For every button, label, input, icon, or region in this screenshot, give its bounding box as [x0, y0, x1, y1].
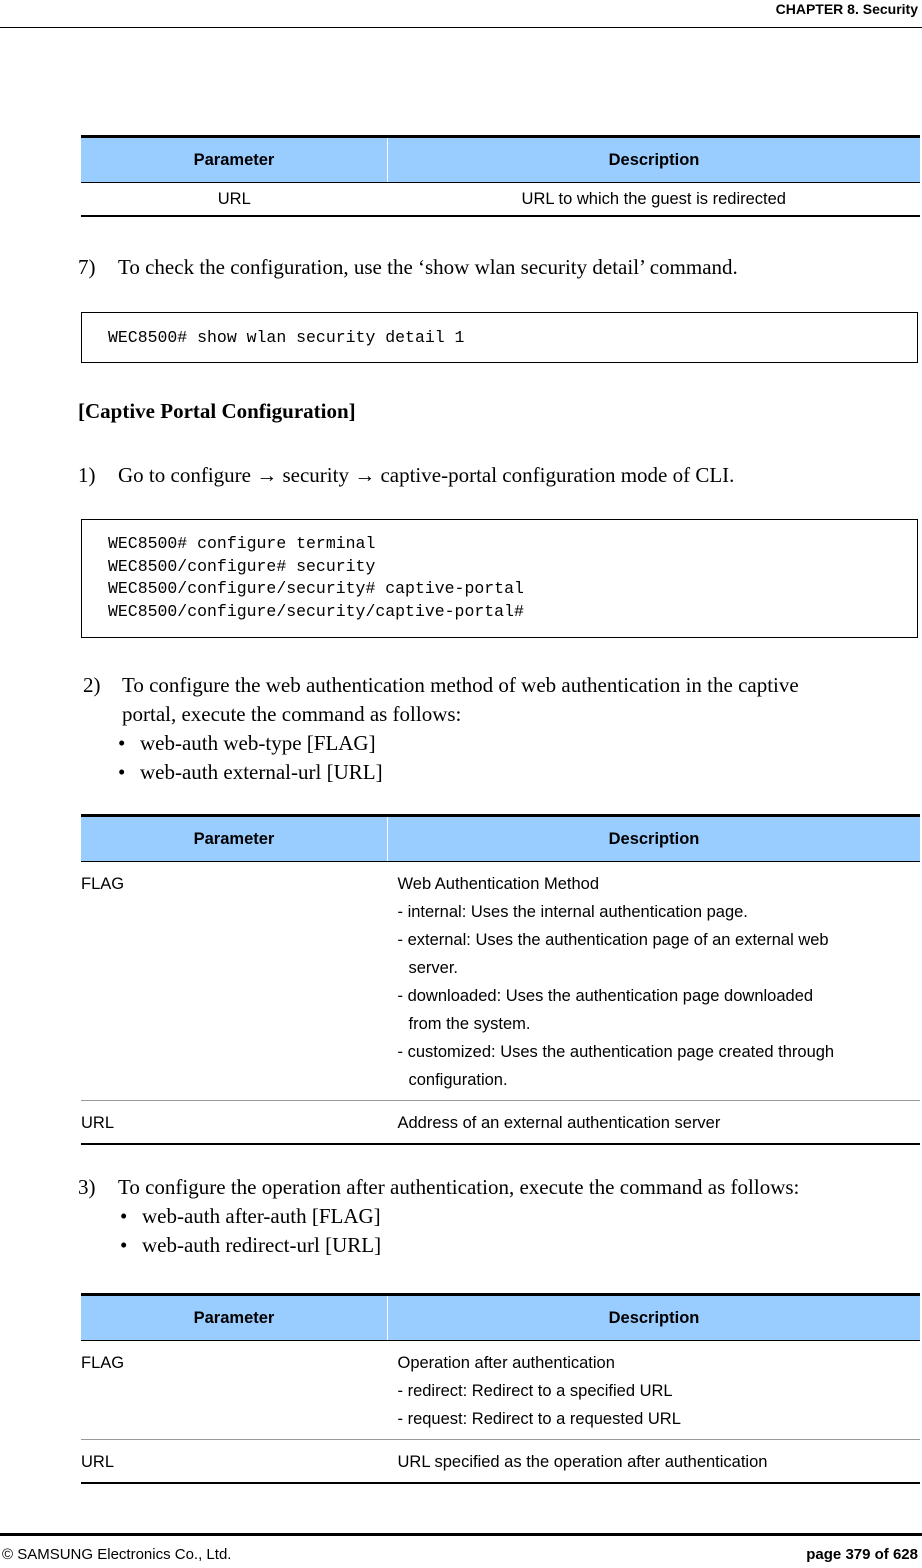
table-row	[81, 862, 920, 1101]
list-item: • web-auth external-url [URL]	[118, 758, 903, 787]
parameter-cell: URL	[81, 183, 388, 217]
list-item: • web-auth after-auth [FLAG]	[120, 1202, 908, 1231]
table-row	[81, 1101, 920, 1145]
parameter-cell: FLAG	[81, 862, 388, 1101]
step-text: To configure the operation after authentication, execute the command as follows:	[118, 1175, 800, 1199]
copyright-text: © SAMSUNG Electronics Co., Ltd.	[2, 1546, 232, 1563]
table-header-row	[81, 1295, 920, 1341]
code-line: WEC8500/configure# security	[108, 556, 376, 576]
chapter-title: CHAPTER 8. Security	[775, 1, 918, 17]
code-line: WEC8500# show wlan security detail 1	[108, 328, 465, 347]
parameter-table-web-type	[81, 814, 920, 1145]
code-block-show-detail	[81, 312, 918, 363]
arrow-icon: →	[256, 463, 278, 487]
column-header-description: Description	[388, 137, 921, 183]
table-header-row	[81, 816, 920, 862]
column-header-description: Description	[388, 1295, 921, 1341]
column-header-parameter: Parameter	[81, 816, 388, 862]
parameter-cell: URL	[81, 1440, 388, 1484]
description-cell: Address of an external authentication server	[388, 1101, 921, 1145]
code-block-captive-portal	[81, 519, 918, 638]
arrow-icon: →	[354, 463, 376, 487]
column-header-parameter: Parameter	[81, 137, 388, 183]
description-cell: Operation after authentication - redirect: Redirect to a specified URL - request: Redirect to a requested URL	[388, 1341, 921, 1440]
step-text-line2: portal, execute the command as follows:	[122, 702, 462, 726]
table-row	[81, 1440, 920, 1484]
step-3	[78, 1173, 908, 1260]
code-line: WEC8500/configure/security/captive-portal#	[108, 601, 524, 621]
parameter-cell: FLAG	[81, 1341, 388, 1440]
page-header	[0, 0, 922, 28]
description-cell: URL to which the guest is redirected	[388, 183, 921, 217]
step-1	[78, 461, 908, 490]
parameter-cell: URL	[81, 1101, 388, 1145]
list-item: • web-auth redirect-url [URL]	[120, 1231, 908, 1260]
parameter-table-after-auth	[81, 1293, 920, 1484]
step-number: 1)	[78, 463, 96, 487]
step-2	[83, 671, 903, 787]
description-cell: URL specified as the operation after authentication	[388, 1440, 921, 1484]
table-header-row	[81, 137, 920, 183]
step-number: 2)	[83, 673, 101, 697]
parameter-table-url	[81, 135, 920, 217]
step-text: To check the configuration, use the ‘show wlan security detail’ command.	[118, 255, 738, 279]
step-text-line1: To configure the web authentication method of web authentication in the captive	[122, 673, 799, 697]
step-text: Go to configure → security → captive-portal configuration mode of CLI.	[118, 463, 735, 487]
description-cell: Web Authentication Method - internal: Uses the internal authentication page. - external: Uses the authentication page of an external web server. - downloaded: Uses the authentication page downloaded from the system. - customized: Uses the authentication page created through configuration.	[388, 862, 921, 1101]
column-header-parameter: Parameter	[81, 1295, 388, 1341]
step-7	[78, 253, 908, 282]
table-row	[81, 1341, 920, 1440]
command-list	[118, 729, 903, 787]
table-row	[81, 183, 920, 217]
command-list	[120, 1202, 908, 1260]
page-number: page 379 of 628	[806, 1546, 918, 1563]
step-number: 7)	[78, 255, 96, 279]
step-number: 3)	[78, 1175, 96, 1199]
section-title: [Captive Portal Configuration]	[78, 399, 356, 423]
column-header-description: Description	[388, 816, 921, 862]
list-item: • web-auth web-type [FLAG]	[118, 729, 903, 758]
page-footer	[0, 1533, 922, 1568]
code-line: WEC8500/configure/security# captive-portal	[108, 579, 524, 598]
code-line: WEC8500# configure terminal	[108, 534, 376, 553]
